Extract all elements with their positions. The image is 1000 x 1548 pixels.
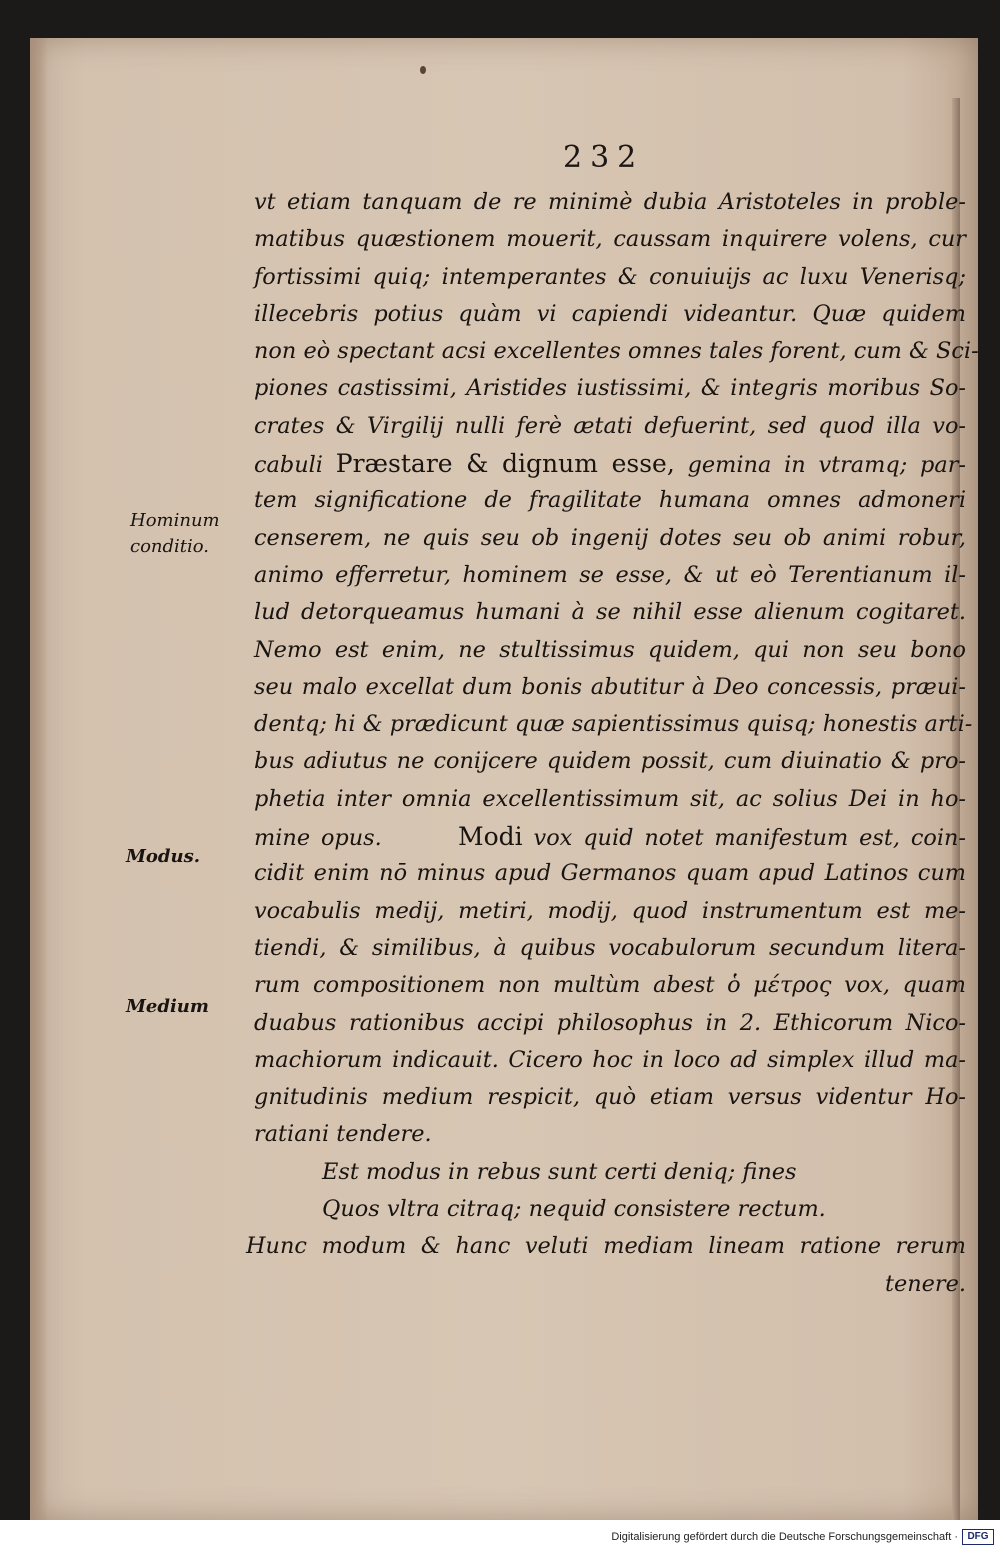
text-line: bus adiutus ne conijcere quidem possit, cum diuinatio & pro- [254,748,966,775]
marginal-note-medium: Medium [126,996,209,1017]
text-line: censerem, ne quis seu ob ingenij dotes seu ob animi robur, [254,524,966,551]
text-fragment: gemina in vtramq; par- [687,452,966,479]
dfg-logo: DFG [962,1529,994,1545]
text-line: fortissimi quiq; intemperantes & conuiuijs ac luxu Venerisq; [254,263,966,290]
marginal-note-hominum-line1: Hominum [130,510,220,531]
text-fragment: cabuli [254,452,323,479]
text-fragment: mine opus. [254,825,382,852]
catchword: tenere. [885,1270,966,1297]
text-line: tem significatione de fragilitate humana omnes admoneri [254,487,966,514]
text-line: seu malo excellat dum bonis abutitur à Deo concessis, præui- [254,673,966,700]
main-text-block [246,184,979,1303]
text-fragment: vox quid notet manifestum est, coin- [533,825,966,852]
text-line: crates & Virgilij nulli ferè ætati defuerint, sed quod illa vo- [254,412,966,439]
text-line: tiendi, & similibus, à quibus vocabulorum secundum litera- [254,934,966,961]
roman-word: Modi [458,822,523,852]
marginal-note-hominum [130,508,220,560]
marginal-note-hominum-line2: conditio. [130,536,210,557]
text-line: gnitudinis medium respicit, quò etiam versus videntur Ho- [254,1084,966,1111]
binding-shadow [30,38,48,1520]
text-line: piones castissimi, Aristides iustissimi, & integris moribus So- [254,375,966,402]
text-line: ratiani tendere. [254,1121,432,1148]
text-line: vocabulis medij, metiri, modij, quod instrumentum est me- [254,897,966,924]
text-line: rum compositionem non multùm abest ὁ μέτρος vox, quam [254,972,966,999]
ink-speck [420,66,426,74]
text-line: vt etiam tanquam de re minimè dubia Aristoteles in proble- [254,189,966,215]
text-line: animo efferretur, hominem se esse, & ut eò Terentianum il- [254,561,966,588]
text-line: illecebris potius quàm vi capiendi videantur. Quæ quidem [254,300,966,327]
text-line: Nemo est enim, ne stultissimus quidem, qui non seu bono [254,636,966,663]
text-line: dentq; hi & prædicunt quæ sapientissimus quisq; honestis arti- [254,711,973,738]
verse-line: Est modus in rebus sunt certi deniq; fines [322,1158,797,1185]
roman-phrase: Præstare & dignum esse, [335,449,675,479]
text-line: non eò spectant acsi excellentes omnes tales forent, cum & Sci- [254,338,979,365]
marginal-note-modus: Modus. [126,846,201,867]
text-line: matibus quæstionem mouerit, caussam inquirere volens, cur [254,226,966,253]
text-line-mixed [254,445,966,482]
text-line: cidit enim nō minus apud Germanos quam apud Latinos cum [254,860,966,887]
footer-credit: Digitalisierung gefördert durch die Deutsche Forschungsgemeinschaft · [611,1531,958,1543]
text-line: machiorum indicauit. Cicero hoc in loco ad simplex illud ma- [254,1046,966,1073]
text-line: lud detorqueamus humani à se nihil esse alienum cogitaret. [254,599,966,626]
text-line-mixed [254,818,966,855]
page-number: 232 [563,140,645,175]
verse-line: Quos vltra citraq; nequid consistere rectum. [322,1196,826,1223]
text-line: duabus rationibus accipi philosophus in 2. Ethicorum Nico- [254,1009,966,1036]
text-line: phetia inter omnia excellentissimum sit, ac solius Dei in ho- [254,785,966,812]
text-line: Hunc modum & hanc veluti mediam lineam ratione rerum [246,1233,966,1260]
